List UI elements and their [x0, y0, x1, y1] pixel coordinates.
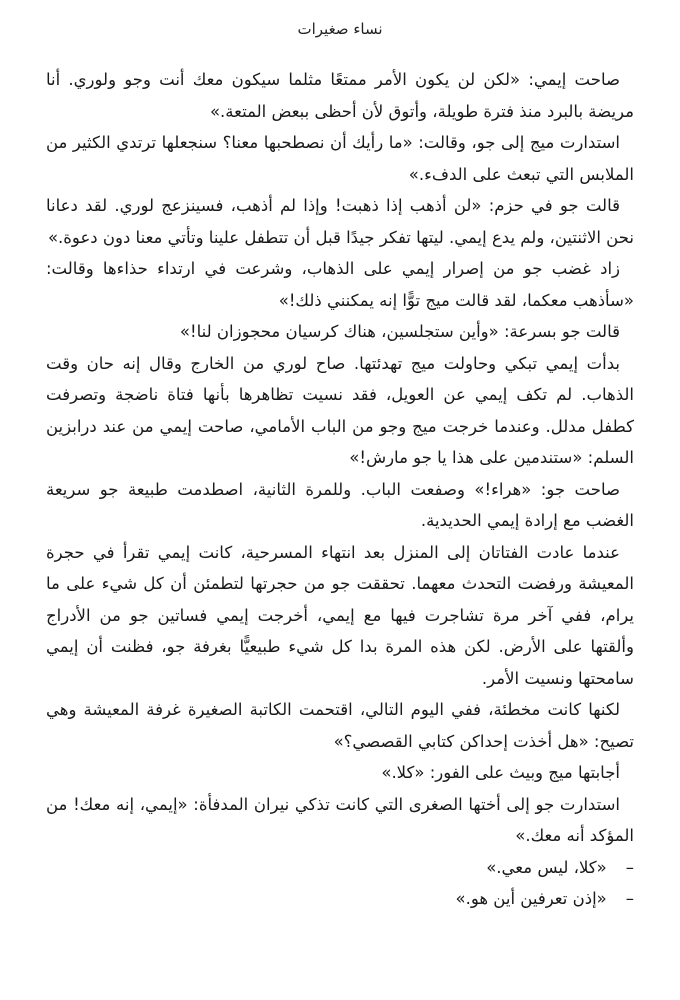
dialogue-text: «إذن تعرفين أين هو.» — [455, 889, 607, 908]
dialogue-dash: – — [625, 889, 634, 908]
paragraph-11: استدارت جو إلى أختها الصغرى التي كانت تذكي نيران المدفأة: «إيمي، إنه معك! من المؤكد أنه معك.» — [46, 794, 634, 845]
paragraph-3: قالت جو في حزم: «لن أذهب إذا ذهبت! وإذا لم أذهب، فسينزعج لوري. لقد دعانا نحن الاثنتين، ولم يدع إيمي. ليتها تفكر جيدًا قبل أن تتطفل علينا وتأتي معنا دون دعوة.» — [46, 196, 634, 247]
paragraph-6: بدأت إيمي تبكي وحاولت ميج تهدئتها. صاح لوري من الخارج وقال إنه حان وقت الذهاب. لم تكف إيمي عن العويل، فقد نسيت تظاهرها بأنها فتاة ناضجة وتصرفت كطفل مدلل. وعندما خرجت ميج وجو من الباب الأمامي، صاحت إيمي من عند درابزين السلم: «ستندمين على هذا يا جو مارش!» — [46, 353, 634, 467]
dialogue-line — [46, 883, 634, 915]
paragraph-5: قالت جو بسرعة: «وأين ستجلسين، هناك كرسيان محجوزان لنا!» — [179, 322, 620, 341]
body-text — [46, 64, 634, 915]
running-header: نساء صغيرات — [297, 20, 383, 38]
dialogue-dash: – — [625, 857, 634, 877]
paragraph-8: عندما عادت الفتاتان إلى المنزل بعد انتهاء المسرحية، كانت إيمي تقرأ في حجرة المعيشة ورفضت التحدث معهما. تحققت جو من حجرتها لتطمئن أن كل شيء على ما يرام، ففي آخر مرة تشاجرت فيها مع إيمي، أخرجت إيمي فساتين جو من الأدراج وألقتها على الأرض. لكن هذه المرة بدا كل شيء طبيعيًّا بغرفة جو، فظنت أن إيمي سامحتها ونسيت الأمر. — [46, 542, 634, 688]
dialogue-text: «كلا، ليس معي.» — [486, 857, 607, 877]
paragraph-1: صاحت إيمي: «لكن لن يكون الأمر ممتعًا مثلما سيكون معك أنت وجو ولوري. أنا مريضة بالبرد منذ فترة طويلة، وأتوق لأن أحظى ببعض المتعة.» — [46, 70, 634, 121]
paragraph-4: زاد غضب جو من إصرار إيمي على الذهاب، وشرعت في ارتداء حذاءها وقالت: «سأذهب معكما، لقد قالت ميج توًّا إنه يمكنني ذلك!» — [46, 259, 634, 310]
paragraph-10: أجابتها ميج وبيث على الفور: «كلا.» — [381, 763, 620, 782]
paragraph-9: لكنها كانت مخطئة، ففي اليوم التالي، اقتحمت الكاتبة الصغيرة غرفة المعيشة وهي تصيح: «هل أخذت إحداكن كتابي القصصي؟» — [46, 700, 634, 751]
paragraph-2: استدارت ميج إلى جو، وقالت: «ما رأيك أن نصطحبها معنا؟ سنجعلها ترتدي الكثير من الملابس التي تبعث على الدفء.» — [46, 133, 634, 184]
dialogue-line — [46, 852, 634, 884]
paragraph-7: صاحت جو: «هراء!» وصفعت الباب. وللمرة الثانية، اصطدمت طبيعة جو سريعة الغضب مع إرادة إيمي الحديدية. — [46, 479, 634, 530]
